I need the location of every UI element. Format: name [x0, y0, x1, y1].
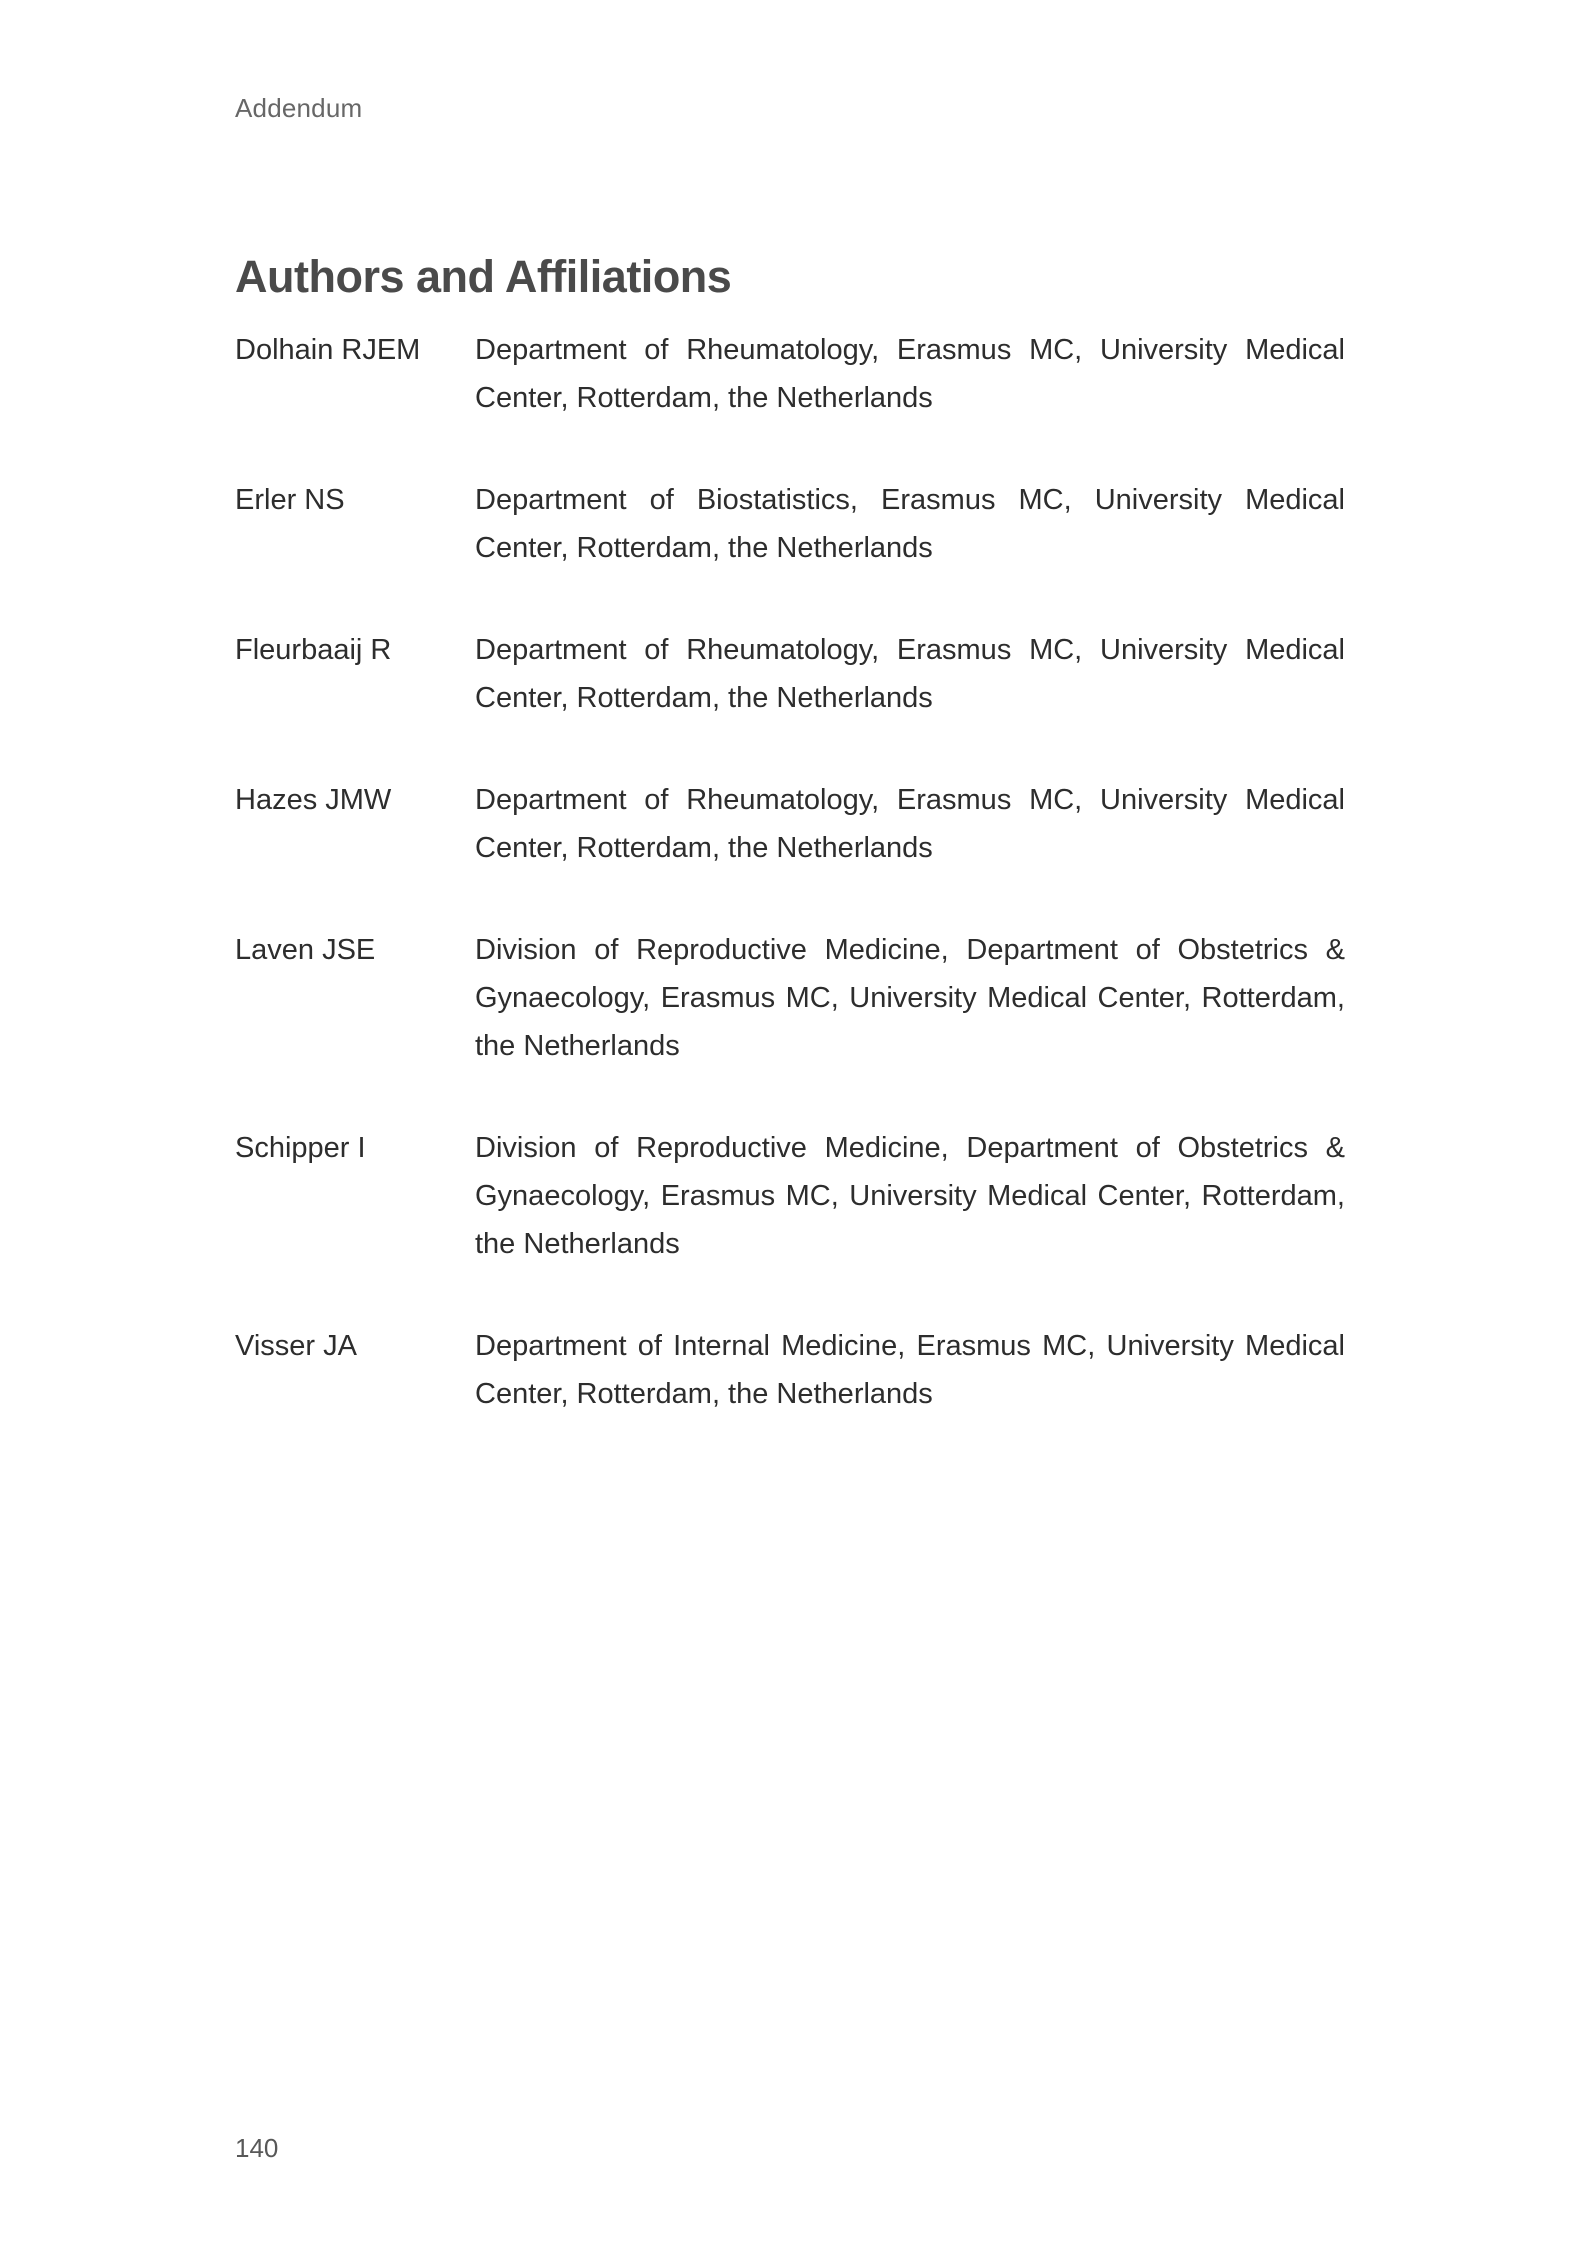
author-list	[235, 326, 1345, 1472]
author-row	[235, 326, 1345, 422]
author-name: Laven JSE	[235, 934, 376, 966]
author-affiliation: Department of Internal Medicine, Erasmus MC, University Medical Center, Rotterdam, the Netherlands	[475, 1330, 1345, 1410]
author-affiliation: Department of Rheumatology, Erasmus MC, University Medical Center, Rotterdam, the Netherlands	[475, 334, 1345, 414]
author-affiliation: Department of Rheumatology, Erasmus MC, University Medical Center, Rotterdam, the Netherlands	[475, 634, 1345, 714]
author-affiliation: Division of Reproductive Medicine, Department of Obstetrics & Gynaecology, Erasmus MC, University Medical Center, Rotterdam, the Netherlands	[475, 1132, 1345, 1260]
author-row	[235, 1124, 1345, 1268]
page-title: Authors and Affiliations	[235, 251, 732, 303]
document-page	[235, 0, 1345, 2250]
author-row	[235, 1322, 1345, 1418]
author-name: Dolhain RJEM	[235, 334, 421, 366]
author-affiliation: Department of Rheumatology, Erasmus MC, University Medical Center, Rotterdam, the Netherlands	[475, 784, 1345, 864]
author-name: Erler NS	[235, 484, 345, 516]
author-row	[235, 476, 1345, 572]
author-name: Fleurbaaij R	[235, 634, 392, 666]
author-affiliation: Department of Biostatistics, Erasmus MC, University Medical Center, Rotterdam, the Netherlands	[475, 484, 1345, 564]
author-row	[235, 626, 1345, 722]
author-name: Hazes JMW	[235, 784, 392, 816]
running-header: Addendum	[235, 93, 363, 123]
author-name: Schipper I	[235, 1132, 366, 1164]
author-name: Visser JA	[235, 1330, 357, 1362]
author-row	[235, 926, 1345, 1070]
page-number: 140	[235, 2133, 279, 2163]
author-row	[235, 776, 1345, 872]
author-affiliation: Division of Reproductive Medicine, Department of Obstetrics & Gynaecology, Erasmus MC, University Medical Center, Rotterdam, the Netherlands	[475, 934, 1345, 1062]
